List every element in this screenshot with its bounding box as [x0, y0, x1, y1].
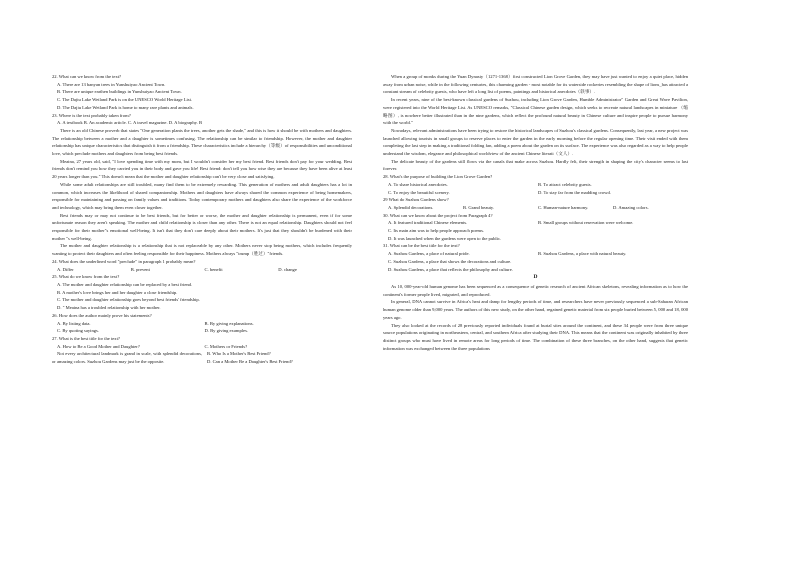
question-27: 27. What is the best title for the text?	[52, 335, 120, 341]
q25-option-d: D. " Meaina has a troubled relationship with her mother.	[57, 305, 161, 311]
q24-options	[52, 266, 352, 274]
passage-suzhou-intro: Not every architectural landmark is grand in scale, with splendid decorations, or amazing colors. Suzhou Gardens may just be the opposite.	[52, 351, 202, 365]
passage-suzhou-paragraph: When a group of monks during the Yuan Dynasty（1271-1368）first constructed Lion Grove Garden, they may have just wanted to enjoy a quiet place, hidden away from urban noise, while in the following centuries, this charming garden - most notable for its waterside rockeries resembling the shape of lions_has attracted a constant stream of celebrity guests, who have left a long list of poems, paintings and historical anecdotes（轶事）.	[383, 74, 688, 95]
q26-option-a: A. By listing data.	[57, 320, 91, 326]
q28-option-d: D. To stay far from the madding crowd.	[538, 189, 611, 195]
section-d-heading: D	[533, 274, 538, 281]
q29-option-b: B. Grand beauty.	[463, 204, 495, 210]
q29-option-d: D. Amazing colors.	[613, 204, 649, 210]
q24-option-b: B. prevent	[130, 266, 150, 272]
q27-options	[52, 343, 352, 351]
passage-c-paragraph: Meaina, 27 years old, said, "I love spending time with my mom, but I wouldn't consider her my best friend. Best friends don't pay for your wedding. Best friends don't remind you how they carried you in their body and gave you life! Best friend: don't tell you how wise they are because they have been alive at least 20 years longer than you." This doesn't mean that the mother and daughter relationship can't be very close and satisfying.	[52, 158, 352, 180]
q31-option-a: A. Suzhou Gardens, a place of natural pride.	[388, 251, 470, 257]
q23-options: A. A textbook B. An academic article. C. A travel magazine. D. A biography. B	[57, 120, 203, 126]
question-24: 24. What does the underlined word "preclude" in paragraph 1 probably mean?	[52, 258, 196, 264]
question-28: 28. What's the purpose of building the Lion Grove Garden?	[383, 174, 493, 180]
question-30: 30. What can we know about the project from Paragraph 4?	[383, 212, 493, 218]
q27-option-b: B. Who Is a Mother's Best Friend?	[207, 351, 271, 357]
q31-option-c: C. Suzhou Gardens, a place that shows the decorations and culture.	[388, 258, 512, 264]
passage-c-paragraph: The mother and daughter relationship is a relationship that is not replaceable by any other. Mothers never stop being mothers, which includes frequently wanting to protect their daughters and often feeling responsible for their happiness. Mothers always "trump（胜过）"friends.	[52, 243, 352, 257]
q24-option-d: D. change	[278, 266, 297, 272]
q25-option-a: A. The mother and daughter relationship can be replaced by a best friend.	[57, 281, 193, 287]
q27-overlap-block	[52, 350, 352, 365]
q27-option-d: D. Can a Mother Be a Daughter's Best Friend?	[207, 359, 293, 365]
right-column	[383, 73, 688, 352]
q30-option-d: D. It was launched when the gardens were open to the public.	[388, 235, 502, 241]
q25-option-c: C. The mother and daughter relationship goes beyond best friends' friendship.	[57, 297, 200, 303]
left-column	[52, 73, 352, 366]
q26-option-d: D. By giving examples.	[204, 328, 249, 334]
q25-option-b: B. A mother's love brings her and her daughter a close friendship.	[57, 289, 178, 295]
q24-option-a: A. Differ	[57, 266, 74, 272]
q27-option-c: C. Mothers or Friends?	[204, 343, 248, 349]
q30-option-b: B. Small groups without reservation were welcome.	[538, 220, 634, 226]
q22-option-d: D. The Dajiu Lake Wetland Park is home to many rare plants and animals.	[57, 104, 194, 110]
question-22: 22. What can we know from the text?	[52, 74, 122, 79]
passage-suzhou-paragraph: Nowadays, relevant administrations have been trying to restore the historical landscapes of Suzhou's classical gardens. Consequently, last year, a new project was launched allowing tourists in small groups to reserve places to enter the garden in the early morning before the regular opening time. Their visit ended with them completing the last step in making a traditional folding fan, adding a poem about the garden on its surface. The experience was also regarded as a way to help people understand the wisdom, elegance and philosophical worldview of the ancient Chinese literati（文人）.	[383, 127, 688, 157]
q31-options-ab	[383, 250, 688, 258]
q31-option-b: B. Suzhou Gardens, a place with natural beauty.	[538, 251, 627, 257]
passage-c-paragraph: There is an old Chinese proverb that states "One generation plants the trees, another gets the shade," and this is how it should be with mothers and daughters. The relationship between a mother and a daughter is sometimes confusing. The relationship can be similar to friendship. However, the mother and daughter relationship has unique characteristics that distinguish it from a friendship. These characteristics include a hierarchy（等级）of responsibilities and unconditional love, which preclude mothers and daughters from being best friends.	[52, 127, 352, 157]
q26-options	[52, 320, 352, 335]
q30-option-c: C. Its main aim was to help people approach poems.	[388, 228, 485, 234]
q30-options-ab	[383, 219, 688, 227]
q30-option-a: A. It featured traditional Chinese elements.	[388, 220, 468, 226]
passage-c-paragraph: Best friends may or may not continue to be best friends, but for better or worse, the mother and daughter relationship is permanent, even if for some unfortunate reason they aren't speaking. The mother and child relationship is closer than any other. There is not an equal relationship. Daughters should not feel responsible for their mother"s emotional well-being. It isn't that they don't care deeply about their mothers. It's just that they shouldn't be burdened with their mother "s well-being.	[52, 212, 352, 241]
passage-suzhou-paragraph: The delicate beauty of the gardens still flows via the canals that make across Suzhou. Hardly felt, their strength in shaping the city's character seems to last forever.	[383, 158, 688, 172]
q22-option-b: B. There are unique earthen buildings in Yunshuiyao Ancient Town.	[57, 89, 182, 95]
passage-d-paragraph: In general, DNA cannot survive in Africa's heat and damp for lengthy periods of time, and researchers have never previously sequenced a sub-Saharan African human genome older than 9,000 years. The authors of this new study, on the other hand, regained genetic material from six people buried between 5, 000 and 18, 000 years ago.	[383, 299, 688, 320]
q28-option-c: C. To enjoy the beautiful scenery.	[388, 189, 450, 195]
q29-option-c: C. Human-nature harmony.	[538, 204, 589, 210]
q28-options	[383, 181, 688, 196]
q28-option-b: B. To attract celebrity guests.	[538, 181, 592, 187]
passage-d-paragraph: As 10, 000-year-old human genome has been sequenced as a consequence of genetic research of ancient African skeletons, revealing information as to how the continent's former people lived, migrated, and reproduced.	[383, 283, 688, 297]
q29-options	[383, 204, 688, 212]
q29-option-a: A. Splendid decorations.	[388, 204, 434, 210]
question-23: 23. Where is the text probably taken from?	[52, 112, 131, 118]
question-29: 29 What do Suzhou Gardens show?	[383, 197, 449, 203]
q22-option-c: C. The Dajiu Lake Wetland Park is on the UNESCO World Heritage List.	[57, 97, 193, 103]
question-25: 25. What do we know from the text?	[52, 274, 120, 280]
q26-option-c: C. By quoting sayings.	[57, 328, 99, 334]
q28-option-a: A. To share historical anecdotes.	[388, 181, 448, 187]
passage-suzhou-paragraph: In recent years, nine of the best-known classical gardens of Suzhou, including Lion Grove Garden, Humble Administrator" Garden and Great Wave Pavilion, were registered into the World Heritage List. As UNESCO remarks, "Classical Chinese garden design, which seeks to recreate natural landscapes in miniature （缩略图）, is nowhere better illustrated than in the nine gardens, which reflect the profound natural beauty in Chinese culture and inspire people to pursue harmony with the world."	[383, 97, 688, 126]
q27-option-a: A. How to Be a Good Mother and Daughter?	[57, 343, 140, 349]
passage-c-paragraph: While some adult relationships are still troubled, many find them to be extremely rewarding. This generation of mothers and adult daughters has a lot in common, which increases the likelihood of shared companionship. Mothers and daughters have always shared the common experience of being homemakers, responsible for maintaining and passing on family values and traditions. Today contemporary mothers and daughters also share the experience of the workforce and technology, which may bring them even closer together.	[52, 181, 352, 210]
question-26: 26. How does the author mainly prove his statements?	[52, 312, 152, 318]
question-31: 31. What can be the best title for the text?	[383, 243, 460, 249]
q22-option-a: A. There are 13 banyan trees in Yunshuiyao Ancient Town.	[57, 81, 166, 87]
q31-option-d: D. Suzhou Gardens, a place that reflects the philosophy and culture.	[388, 266, 513, 272]
q26-option-b: B. By giving explanations.	[204, 320, 254, 326]
q24-option-c: C. benefit	[204, 266, 223, 272]
passage-d-paragraph: They also looked at the records of 28 previously reported individuals found at burial sites around the continent, and these 34 people were from three unique source populations originating in northeastern, central, and southern Africa after studying their DNA. This means that the continent was originally inhabited by three distinct groups who must have lived in remote areas for long periods of time. The combination of these three branches, on the other hand, suggests that genetic information was exchanged between the three populations	[383, 322, 688, 351]
